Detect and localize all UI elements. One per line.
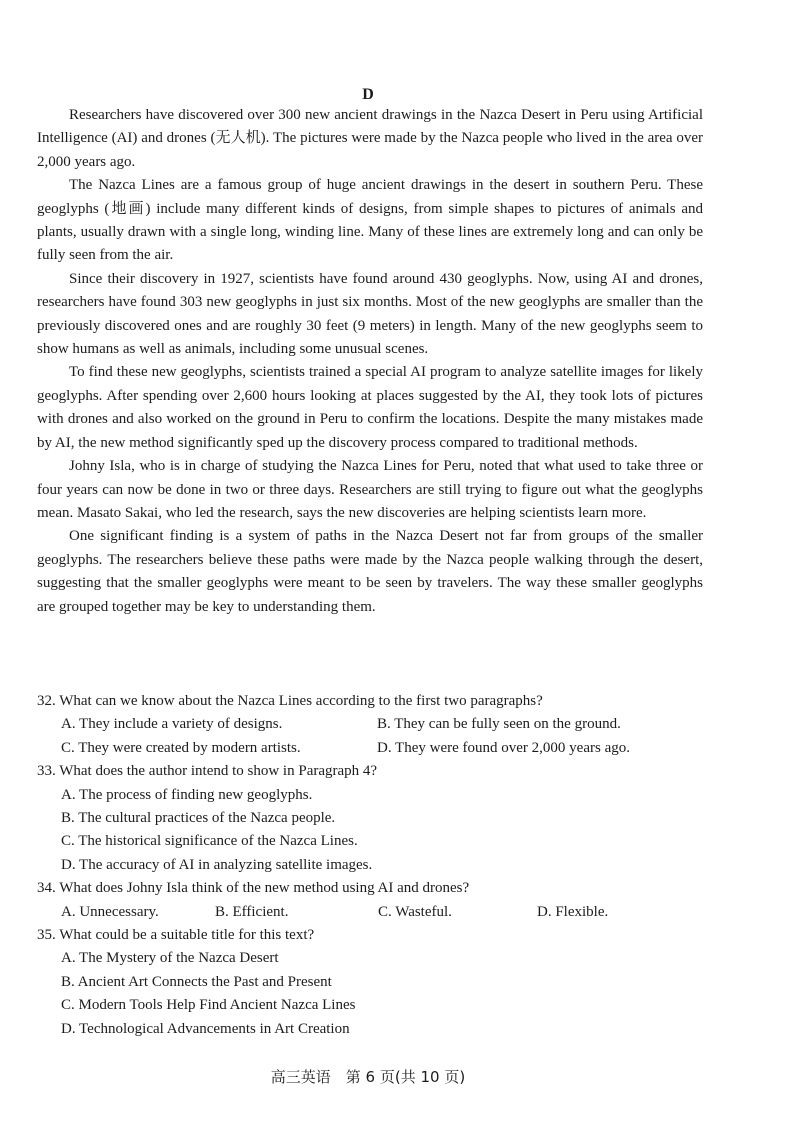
option-c: C. Wasteful.	[378, 903, 452, 920]
passage-paragraph: One significant finding is a system of paths in the Nazca Desert not far from groups of the smaller geoglyphs. The researchers believe these paths were made by the Nazca people walking through the desert, suggesting that the smaller geoglyphs were meant to be seen by travelers. The way these smaller geoglyphs are grouped together may be key to understanding them.	[37, 528, 703, 615]
passage-paragraph: The Nazca Lines are a famous group of huge ancient drawings in the desert in southern Peru. These geoglyphs (地画) include many different kinds of designs, from simple shapes to pictures of animals and plants, usually drawn with a single long, winding line. Many of these lines are extremely long and can only be fully seen from the air.	[37, 177, 703, 264]
option-b: B. Efficient.	[215, 903, 289, 920]
page-footer: 高三英语 第 6 页(共 10 页)	[270, 1068, 466, 1086]
question-stem: 34. What does Johny Isla think of the new method using AI and drones?	[37, 880, 470, 897]
question-32	[37, 690, 703, 760]
passage-paragraph: Researchers have discovered over 300 new ancient drawings in the Nazca Desert in Peru using Artificial Intelligence (AI) and drones (无人机). The pictures were made by the Nazca people who lived in the area over 2,000 years ago.	[37, 107, 703, 170]
option-b: B. The cultural practices of the Nazca people.	[61, 810, 336, 827]
question-list	[37, 690, 703, 1041]
section-label: D	[362, 86, 374, 103]
option-group	[37, 713, 703, 760]
option-d: D. Flexible.	[537, 903, 609, 920]
option-d: D. They were found over 2,000 years ago.	[377, 739, 630, 756]
option-b: B. They can be fully seen on the ground.	[377, 716, 621, 733]
option-group	[37, 947, 703, 1041]
passage-paragraph: Johny Isla, who is in charge of studying the Nazca Lines for Peru, noted that what used to take three or four years can now be done in two or three days. Researchers are still trying to figure out what the geoglyphs mean. Masato Sakai, who led the research, says the new discoveries are helping scientists learn more.	[37, 458, 703, 521]
question-33	[37, 760, 703, 877]
option-c: C. The historical significance of the Nazca Lines.	[61, 833, 358, 850]
passage-paragraph: Since their discovery in 1927, scientists have found around 430 geoglyphs. Now, using AI and drones, researchers have found 303 new geoglyphs in just six months. Most of the new geoglyphs are smaller than the previously discovered ones and are roughly 30 feet (9 meters) in length. Many of the new geoglyphs seem to show humans as well as animals, including some unusual scenes.	[37, 270, 703, 358]
option-b: B. Ancient Art Connects the Past and Present	[61, 973, 332, 990]
reading-passage	[37, 104, 703, 619]
question-stem: 33. What does the author intend to show in Paragraph 4?	[37, 763, 378, 780]
option-a: A. The Mystery of the Nazca Desert	[61, 950, 279, 967]
question-stem: 32. What can we know about the Nazca Lines according to the first two paragraphs?	[37, 693, 543, 709]
option-c: C. Modern Tools Help Find Ancient Nazca Lines	[61, 997, 356, 1014]
option-a: A. They include a variety of designs.	[61, 716, 283, 733]
option-a: A. Unnecessary.	[61, 903, 159, 920]
question-34	[37, 877, 703, 924]
question-35	[37, 924, 703, 1041]
option-a: A. The process of finding new geoglyphs.	[61, 786, 313, 803]
option-group	[37, 784, 703, 878]
option-group	[37, 901, 703, 924]
option-d: D. Technological Advancements in Art Creation	[61, 1020, 350, 1037]
question-stem: 35. What could be a suitable title for this text?	[37, 927, 315, 944]
passage-paragraph: To find these new geoglyphs, scientists trained a special AI program to analyze satellite images for likely geoglyphs. After spending over 2,600 hours looking at places suggested by the AI, they took lots of pictures with drones and also worked on the ground in Peru to confirm the locations. Despite the many mistakes made by AI, the new method significantly sped up the discovery process compared to traditional methods.	[37, 364, 703, 451]
option-d: D. The accuracy of AI in analyzing satellite images.	[61, 856, 373, 873]
option-c: C. They were created by modern artists.	[61, 739, 301, 756]
